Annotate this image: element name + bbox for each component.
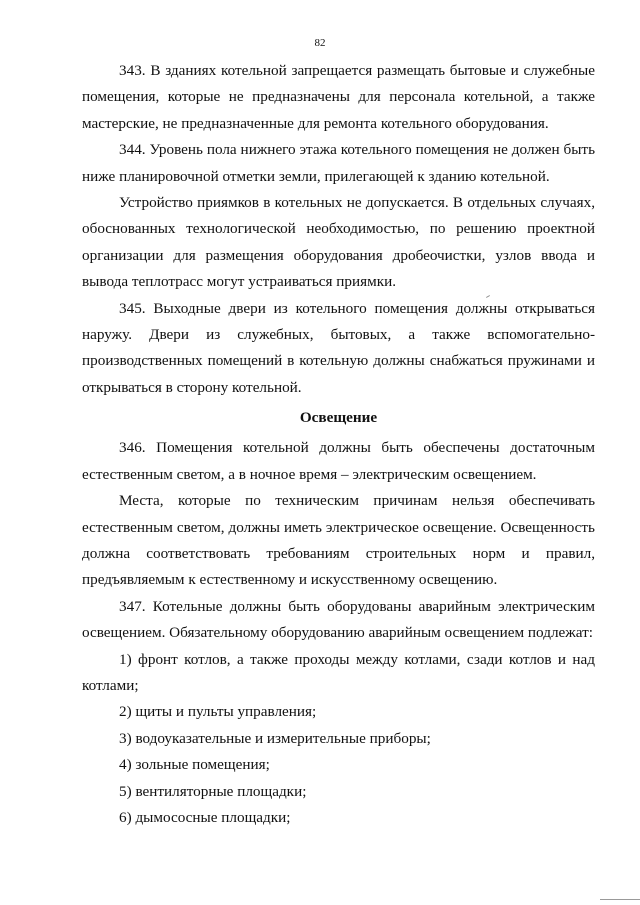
section-heading-lighting: Освещение [299, 409, 378, 427]
paragraph-347: 347. Котельные должны быть оборудованы аварийным электрическим освещением. Обязательному оборудованию аварийным освещением подлежат: [82, 597, 595, 642]
list-item-2: 2) щиты и пульты управления; [119, 703, 317, 721]
document-body [82, 58, 595, 831]
scan-edge-line [600, 899, 640, 900]
list-item-4: 4) зольные помещения; [119, 756, 270, 774]
paragraph-artificial-lighting: Места, которые по техническим причинам нельзя обеспечивать естественным светом, должны иметь электрическое освещение. Освещенность должна соответствовать требованиям строительных норм и правил, предъявляемым к естественному и искусственному освещению. [82, 492, 595, 589]
paragraph-344: 344. Уровень пола нижнего этажа котельного помещения не должен быть ниже планировочной отметки земли, прилегающей к зданию котельной. [82, 141, 595, 185]
list-item-3: 3) водоуказательные и измерительные приборы; [119, 729, 431, 747]
list-item-5: 5) вентиляторные площадки; [119, 782, 307, 800]
list-item-6: 6) дымососные площадки; [119, 808, 291, 826]
paragraph-pits: Устройство приямков в котельных не допускается. В отдельных случаях, обоснованных технологической необходимостью, по решению проектной организации для размещения оборудования дробеочистки, узлов ввода и вывода теплотрасс могут устраиваться приямки. [82, 194, 595, 291]
paragraph-343: 343. В зданиях котельной запрещается размещать бытовые и служебные помещения, которые не предназначены для персонала котельной, а также мастерские, не предназначенные для ремонта котельного оборудования. [82, 62, 595, 132]
list-item-1: 1) фронт котлов, а также проходы между котлами, сзади котлов и над котлами; [82, 650, 595, 694]
paragraph-345: 345. Выходные двери из котельного помещения должны открываться наружу. Двери из служебных, бытовых, а также вспомогательно-производственных помещений в котельную должны снабжаться пружинами и открываться в сторону котельной. [82, 299, 595, 396]
paragraph-346: 346. Помещения котельной должны быть обеспечены достаточным естественным светом, а в ночное время – электрическим освещением. [82, 439, 595, 483]
page-number: 82 [314, 37, 326, 49]
